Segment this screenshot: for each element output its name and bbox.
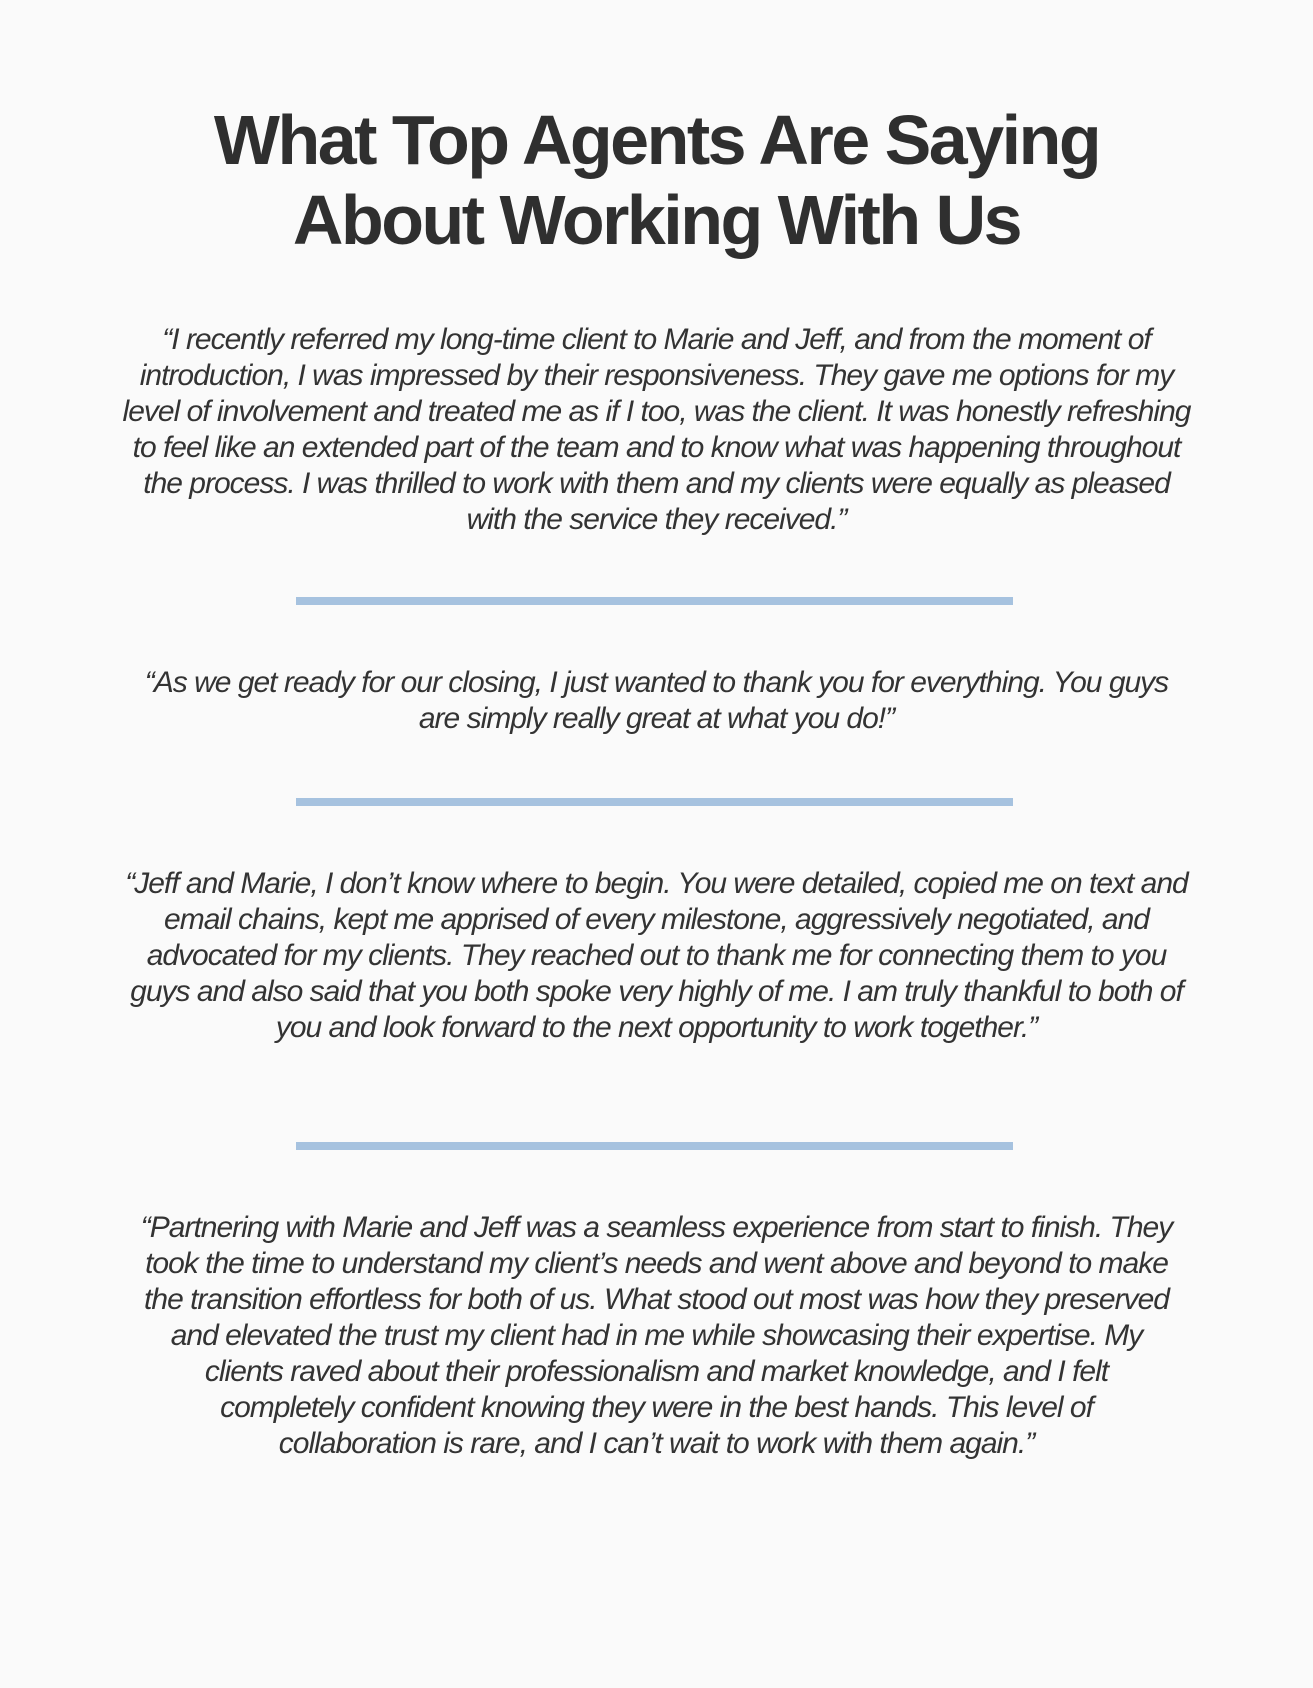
page-title-line-1: What Top Agents Are Saying [213,101,1100,179]
page-title-line-2: About Working With Us [292,181,1021,259]
page-title [0,100,1313,260]
testimonial-quote-2: “As we get ready for our closing, I just wanted to thank you for everything. You guys are simply really great at what you do!” [144,666,1169,735]
testimonial-quote-3: “Jeff and Marie, I don’t know where to begin. You were detailed, copied me on text and email chains, kept me apprised of every milestone, aggressively negotiated, and advocated for my clients. They reached out to thank me for connecting them to you guys and also said that you both spoke very highly of me. I am truly thankful to both of you and look forward to the next opportunity to work together.” [125,867,1188,1044]
section-divider-3 [296,1142,1013,1150]
testimonial-quote-4: “Partnering with Marie and Jeff was a seamless experience from start to finish. They took the time to understand my client’s needs and went above and beyond to make the transition effortless for both of us. What stood out most was how they preserved and elevated the trust my client had in me while showcasing their expertise. My clients raved about their professionalism and market knowledge, and I felt completely confident knowing they were in the best hands. This level of collaboration is rare, and I can’t wait to work with them again.” [140,1211,1173,1460]
section-divider-1 [296,597,1013,605]
testimonial-quote-1: “I recently referred my long-time client to Marie and Jeff, and from the moment of introduction, I was impressed by their responsiveness. They gave me options for my level of involvement and treated me as if I too, was the client. It was honestly refreshing to feel like an extended part of the team and to know what was happening throughout the process. I was thrilled to work with them and my clients were equally as pleased with the service they received.” [122,323,1191,536]
section-divider-2 [296,798,1013,806]
